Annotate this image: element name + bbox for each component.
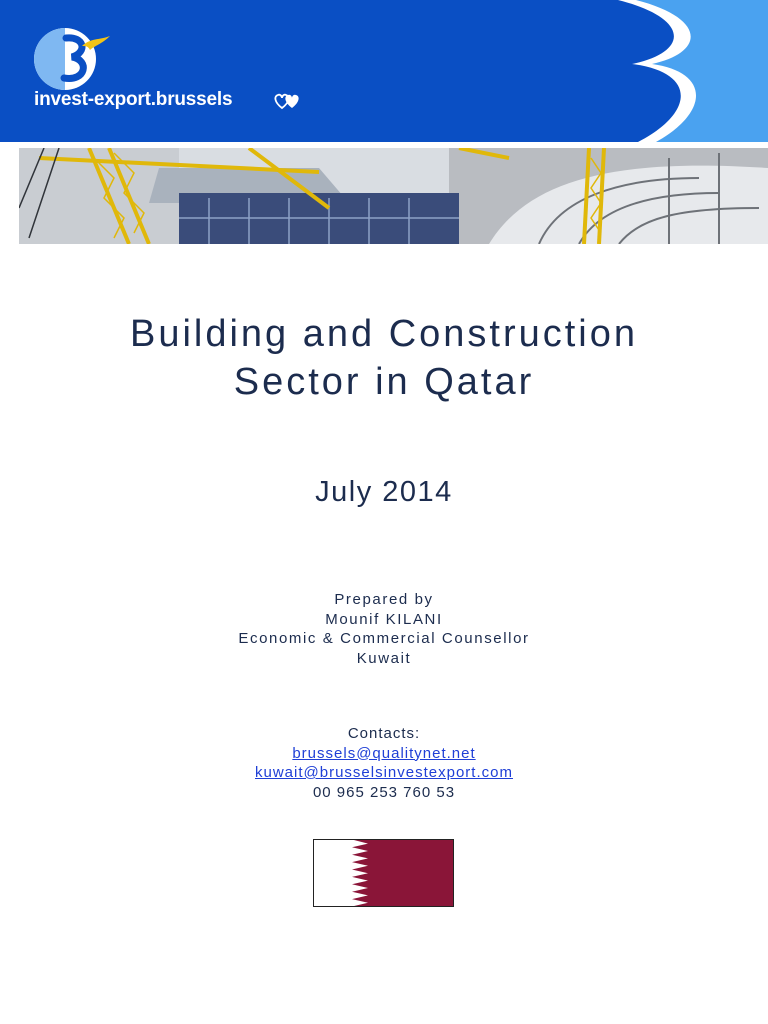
header-banner	[0, 0, 768, 142]
email-link-brussels[interactable]: brussels@qualitynet.net	[292, 744, 476, 762]
title-line-2: Sector in Qatar	[233, 361, 535, 403]
author-name: Mounif KILANI	[325, 610, 443, 628]
phone-number: 00 965 253 760 53	[312, 783, 456, 801]
title-line-1: Building and Construction	[129, 313, 639, 355]
brand-swoosh-graphic	[578, 0, 768, 142]
document-title	[0, 310, 768, 406]
hearts-icon	[273, 92, 301, 110]
contacts-heading: Contacts:	[347, 725, 421, 742]
document-date: July 2014	[315, 476, 453, 508]
author-location: Kuwait	[356, 649, 412, 667]
construction-banner-image	[19, 148, 768, 244]
author-role: Economic & Commercial Counsellor	[238, 630, 530, 647]
contacts-block	[0, 724, 768, 802]
brand-name: invest-export.brussels	[34, 89, 233, 110]
qatar-flag-icon	[313, 839, 454, 907]
brand-logo-icon	[32, 26, 112, 92]
author-block	[0, 590, 768, 668]
email-link-kuwait[interactable]: kuwait@brusselsinvestexport.com	[255, 764, 513, 781]
prepared-by-label: Prepared by	[334, 591, 434, 608]
